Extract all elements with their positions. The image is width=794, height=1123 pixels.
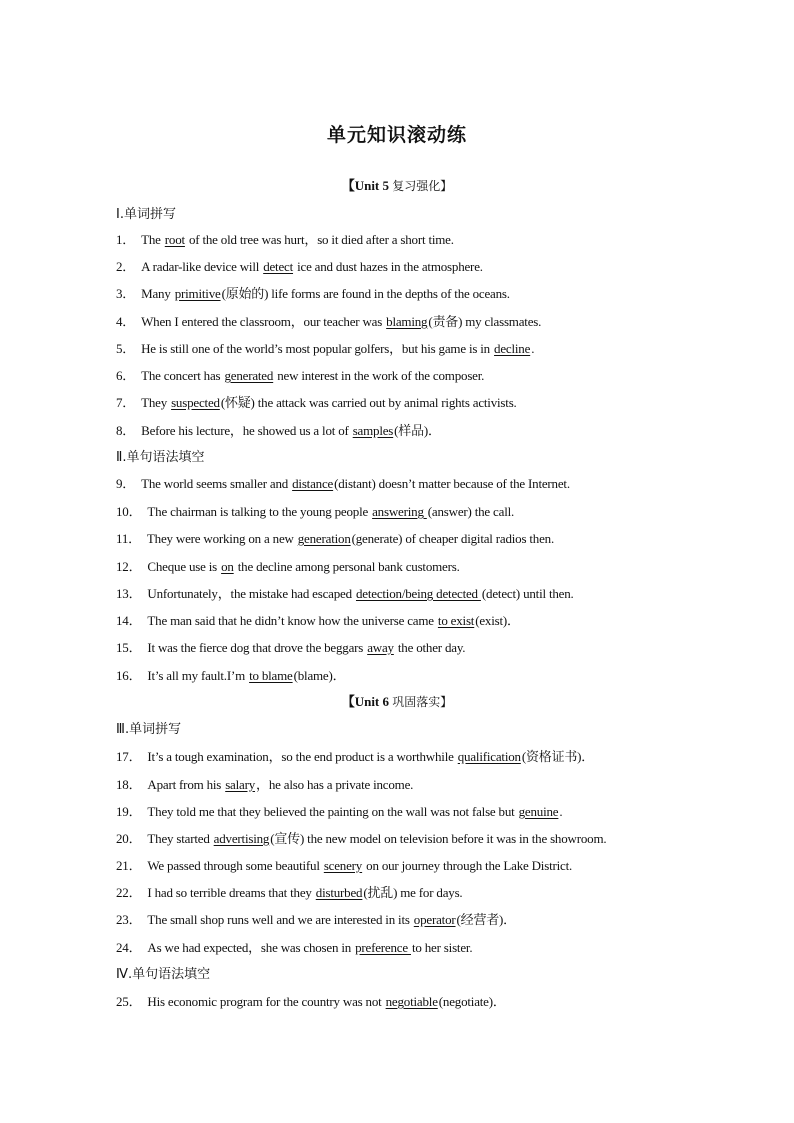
exercise-number: 10． bbox=[116, 504, 142, 519]
unit5-heading bbox=[0, 175, 794, 194]
exercise-text-before: I had so terrible dreams that they bbox=[147, 885, 315, 900]
exercise-item bbox=[116, 365, 676, 384]
exercise-item bbox=[116, 774, 676, 793]
unit6-heading-en: 【Unit 6 bbox=[341, 694, 393, 709]
exercise-number: 6． bbox=[116, 368, 136, 383]
exercise-number: 7． bbox=[116, 395, 136, 410]
exercise-text-after: ice and dust hazes in the atmosphere. bbox=[294, 259, 483, 274]
exercise-text-after: the decline among personal bank customers. bbox=[234, 559, 460, 574]
unit6-heading bbox=[0, 691, 794, 710]
exercise-text-before: It was the fierce dog that drove the beggars bbox=[147, 640, 367, 655]
exercise-text-before: A radar-like device will bbox=[141, 259, 263, 274]
exercise-answer: samples bbox=[352, 423, 394, 438]
exercise-number: 9． bbox=[116, 476, 136, 491]
exercise-text-after: (怀疑) the attack was carried out by animal rights activists. bbox=[220, 395, 517, 410]
exercise-item bbox=[116, 665, 676, 684]
exercise-number: 15． bbox=[116, 640, 142, 655]
exercise-answer: suspected bbox=[171, 395, 220, 410]
exercise-number: 17． bbox=[116, 749, 142, 764]
exercise-text-before: Before his lecture，he showed us a lot of bbox=[141, 423, 352, 438]
exercise-text-before: They were working on a new bbox=[146, 531, 297, 546]
section-heading-3: Ⅲ.单词拼写 bbox=[116, 722, 182, 737]
exercise-text-after: (宣传) the new model on television before it was in the showroom. bbox=[270, 831, 607, 846]
exercise-item bbox=[116, 229, 676, 248]
exercise-text-after: . bbox=[559, 804, 563, 819]
exercise-text-before: They started bbox=[147, 831, 213, 846]
exercise-text-before: His economic program for the country was not bbox=[147, 994, 385, 1009]
exercise-text-after: (blame)． bbox=[293, 668, 346, 683]
exercise-text-after: (answer) the call. bbox=[427, 504, 515, 519]
exercise-text-before: The concert has bbox=[141, 368, 224, 383]
exercise-number: 14． bbox=[116, 613, 142, 628]
exercise-text-after: (样品)． bbox=[394, 423, 441, 438]
exercise-text-before: The small shop runs well and we are interested in its bbox=[147, 912, 413, 927]
exercise-answer: preference bbox=[355, 940, 411, 955]
exercise-text-after: to her sister. bbox=[411, 940, 473, 955]
exercise-number: 19． bbox=[116, 804, 142, 819]
exercise-number: 1． bbox=[116, 232, 136, 247]
exercise-number: 22． bbox=[116, 885, 142, 900]
exercise-text-after: . bbox=[531, 341, 535, 356]
exercise-text-after: (exist)． bbox=[475, 613, 520, 628]
exercise-item bbox=[116, 528, 676, 547]
exercise-text-before: He is still one of the world’s most popular golfers，but his game is in bbox=[141, 341, 494, 356]
exercise-answer: negotiable bbox=[385, 994, 438, 1009]
exercise-item bbox=[116, 583, 676, 602]
exercise-number: 8． bbox=[116, 423, 136, 438]
exercise-text-before: Apart from his bbox=[147, 777, 225, 792]
section-heading-2: Ⅱ.单句语法填空 bbox=[116, 450, 205, 465]
exercise-text-after: of the old tree was hurt，so it died after a short time. bbox=[185, 232, 454, 247]
exercise-text-after: (经营者)． bbox=[456, 912, 516, 927]
exercise-text-after: (扰乱) me for days. bbox=[363, 885, 463, 900]
exercise-answer: root bbox=[164, 232, 185, 247]
exercise-text-before: Cheque use is bbox=[147, 559, 221, 574]
exercise-number: 2． bbox=[116, 259, 136, 274]
exercise-text-before: We passed through some beautiful bbox=[147, 858, 323, 873]
section-heading-4: Ⅳ.单句语法填空 bbox=[116, 967, 211, 982]
exercise-answer: disturbed bbox=[315, 885, 363, 900]
exercise-text-before: Unfortunately，the mistake had escaped bbox=[147, 586, 355, 601]
page-title: 单元知识滚动练 bbox=[326, 124, 467, 146]
unit6-heading-cn: 巩固落实】 bbox=[392, 695, 453, 709]
exercise-item bbox=[116, 828, 676, 847]
exercise-answer: advertising bbox=[213, 831, 270, 846]
exercise-text-after: (原始的) life forms are found in the depths of the oceans. bbox=[221, 286, 510, 301]
exercise-number: 23． bbox=[116, 912, 142, 927]
exercise-answer: genuine bbox=[518, 804, 559, 819]
exercise-item bbox=[116, 283, 676, 302]
exercise-item bbox=[116, 746, 676, 765]
exercise-number: 13． bbox=[116, 586, 142, 601]
exercise-number: 16． bbox=[116, 668, 142, 683]
exercise-number: 3． bbox=[116, 286, 136, 301]
exercise-text-before: Many bbox=[141, 286, 174, 301]
exercise-text-before: They told me that they believed the painting on the wall was not false but bbox=[147, 804, 518, 819]
exercise-item bbox=[116, 991, 676, 1010]
exercise-answer: detect bbox=[263, 259, 294, 274]
exercise-answer: detection/being detected bbox=[355, 586, 481, 601]
exercise-text-before: It’s all my fault.I’m bbox=[147, 668, 249, 683]
exercise-text-after: (责备) my classmates. bbox=[428, 314, 542, 329]
exercise-text-after: the other day. bbox=[394, 640, 466, 655]
exercise-text-after: ，he also has a private income. bbox=[256, 777, 414, 792]
exercise-item bbox=[116, 473, 676, 492]
exercise-item bbox=[116, 556, 676, 575]
exercise-answer: to exist bbox=[437, 613, 475, 628]
exercise-text-after: (generate) of cheaper digital radios then. bbox=[351, 531, 555, 546]
exercise-number: 18． bbox=[116, 777, 142, 792]
exercise-item bbox=[116, 311, 676, 330]
exercise-text-after: on our journey through the Lake District. bbox=[363, 858, 573, 873]
exercise-item bbox=[116, 420, 676, 439]
unit5-heading-en: 【Unit 5 bbox=[341, 178, 393, 193]
exercise-number: 25． bbox=[116, 994, 142, 1009]
exercise-text-before: The chairman is talking to the young people bbox=[147, 504, 372, 519]
exercise-answer: distance bbox=[292, 476, 334, 491]
exercise-answer: blaming bbox=[386, 314, 428, 329]
exercise-text-after: (资格证书)． bbox=[521, 749, 595, 764]
exercise-item bbox=[116, 637, 676, 656]
exercise-answer: scenery bbox=[323, 858, 363, 873]
exercise-text-before: The man said that he didn’t know how the universe came bbox=[147, 613, 437, 628]
exercise-answer: salary bbox=[225, 777, 256, 792]
exercise-text-after: (distant) doesn’t matter because of the Internet. bbox=[334, 476, 570, 491]
exercise-answer: qualification bbox=[457, 749, 521, 764]
exercise-text-before: The bbox=[141, 232, 164, 247]
exercise-text-after: new interest in the work of the composer. bbox=[274, 368, 485, 383]
exercise-answer: generated bbox=[224, 368, 274, 383]
exercise-text-before: The world seems smaller and bbox=[141, 476, 292, 491]
exercise-text-after: (detect) until then. bbox=[481, 586, 574, 601]
exercise-answer: operator bbox=[413, 912, 456, 927]
exercise-number: 21． bbox=[116, 858, 142, 873]
exercise-number: 4． bbox=[116, 314, 136, 329]
exercise-item bbox=[116, 256, 676, 275]
exercise-text-after: (negotiate)． bbox=[438, 994, 506, 1009]
exercise-item bbox=[116, 937, 676, 956]
exercise-number: 5． bbox=[116, 341, 136, 356]
exercise-item bbox=[116, 882, 676, 901]
exercise-text-before: It’s a tough examination，so the end product is a worthwhile bbox=[147, 749, 457, 764]
section-heading-1: Ⅰ.单词拼写 bbox=[116, 207, 176, 222]
exercise-item bbox=[116, 501, 676, 520]
exercise-item bbox=[116, 610, 676, 629]
exercise-answer: answering bbox=[372, 504, 427, 519]
exercise-answer: decline bbox=[494, 341, 531, 356]
exercise-answer: to blame bbox=[249, 668, 293, 683]
unit5-heading-cn: 复习强化】 bbox=[392, 179, 453, 193]
exercise-text-before: When I entered the classroom，our teacher was bbox=[141, 314, 386, 329]
exercise-answer: away bbox=[367, 640, 394, 655]
exercise-answer: on bbox=[221, 559, 234, 574]
exercise-item bbox=[116, 338, 676, 357]
exercise-number: 11． bbox=[116, 531, 141, 546]
exercise-number: 20． bbox=[116, 831, 142, 846]
exercise-answer: primitive bbox=[174, 286, 221, 301]
exercise-item bbox=[116, 909, 676, 928]
exercise-item bbox=[116, 392, 676, 411]
exercise-number: 12． bbox=[116, 559, 142, 574]
exercise-number: 24． bbox=[116, 940, 142, 955]
exercise-text-before: As we had expected，she was chosen in bbox=[147, 940, 355, 955]
exercise-item bbox=[116, 801, 676, 820]
exercise-text-before: They bbox=[141, 395, 171, 410]
exercise-item bbox=[116, 855, 676, 874]
exercise-answer: generation bbox=[297, 531, 351, 546]
